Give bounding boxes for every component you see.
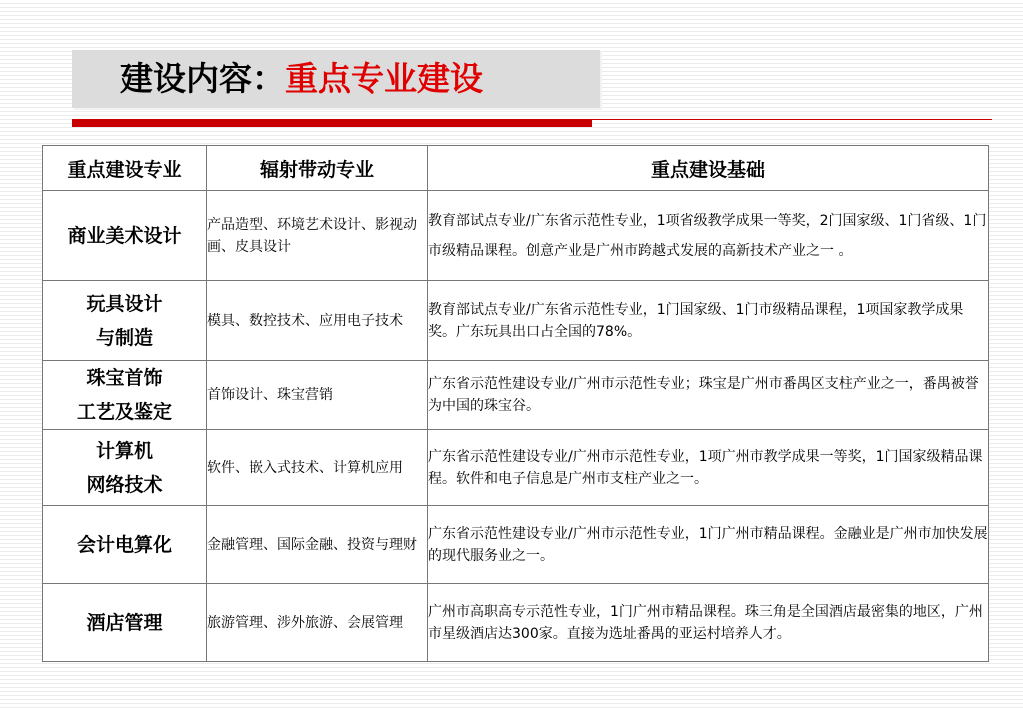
title-underline-thick: [72, 119, 592, 127]
related-cell: 金融管理、国际金融、投资与理财: [207, 506, 428, 584]
major-line: 计算机: [95, 439, 153, 462]
title-box: [72, 50, 600, 108]
title-prefix: 建设内容：: [120, 59, 285, 98]
major-cell: [43, 584, 207, 662]
major-cell: [43, 281, 207, 361]
title-underline-thin: [592, 119, 992, 120]
header-basis: 重点建设基础: [428, 146, 989, 191]
major-line: 网络技术: [86, 473, 163, 496]
table-header-row: [43, 146, 989, 191]
related-cell: 模具、数控技术、应用电子技术: [207, 281, 428, 361]
table-row: [43, 506, 989, 584]
related-cell: 产品造型、环境艺术设计、影视动画、皮具设计: [207, 191, 428, 281]
major-line: 玩具设计: [86, 292, 163, 315]
major-line: 会计电算化: [76, 533, 172, 556]
table-row: [43, 430, 989, 506]
major-line: 珠宝首饰: [86, 367, 163, 389]
major-line: 工艺及鉴定: [76, 401, 172, 423]
table-row: [43, 191, 989, 281]
table-row: [43, 281, 989, 361]
related-cell: 软件、嵌入式技术、计算机应用: [207, 430, 428, 506]
major-line: 商业美术设计: [67, 224, 182, 247]
basis-cell: 广东省示范性建设专业/广州市示范性专业，1门广州市精品课程。金融业是广州市加快发展的现代服务业之一。: [428, 506, 989, 584]
basis-cell: 教育部试点专业/广东省示范性专业，1项省级教学成果一等奖，2门国家级、1门省级、1门市级精品课程。创意产业是广州市跨越式发展的高新技术产业之一 。: [428, 191, 989, 281]
header-related-major: 辐射带动专业: [207, 146, 428, 191]
basis-cell: 教育部试点专业/广东省示范性专业，1门国家级、1门市级精品课程，1项国家教学成果奖。广东玩具出口占全国的78%。: [428, 281, 989, 361]
table-row: [43, 584, 989, 662]
major-cell: [43, 191, 207, 281]
major-line: 酒店管理: [86, 611, 163, 634]
major-line: 与制造: [95, 326, 153, 349]
header-key-major: 重点建设专业: [43, 146, 207, 191]
basis-cell: 广州市高职高专示范性专业，1门广州市精品课程。珠三角是全国酒店最密集的地区，广州市星级酒店达300家。直接为选址番禺的亚运村培养人才。: [428, 584, 989, 662]
basis-cell: 广东省示范性建设专业/广州市示范性专业，1项广州市教学成果一等奖，1门国家级精品课程。软件和电子信息是广州市支柱产业之一。: [428, 430, 989, 506]
major-cell: [43, 430, 207, 506]
table-row: [43, 361, 989, 430]
major-cell: [43, 361, 207, 430]
specialty-table: [42, 145, 989, 662]
basis-cell: 广东省示范性建设专业/广州市示范性专业；珠宝是广州市番禺区支柱产业之一，番禺被誉为中国的珠宝谷。: [428, 361, 989, 430]
related-cell: 旅游管理、涉外旅游、会展管理: [207, 584, 428, 662]
related-cell: 首饰设计、珠宝营销: [207, 361, 428, 430]
title-highlight: 重点专业建设: [285, 59, 483, 98]
major-cell: [43, 506, 207, 584]
page-title: [120, 59, 483, 99]
